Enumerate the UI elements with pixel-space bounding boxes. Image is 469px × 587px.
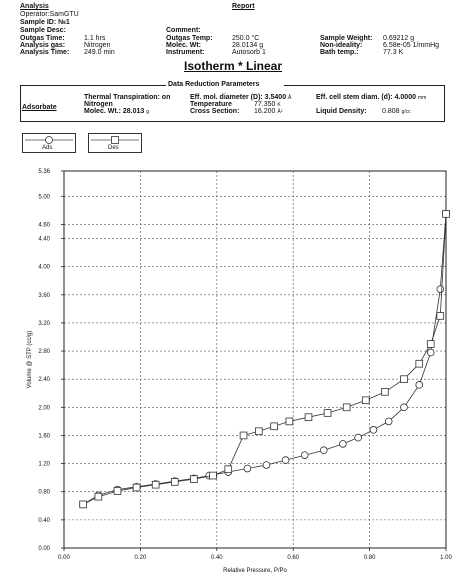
params-molec-wt-value: Molec. Wt.: 28.013 [84, 108, 145, 115]
x-tick-label: 0.80 [363, 555, 376, 561]
ads-point [370, 426, 377, 433]
ads-point [263, 462, 270, 469]
des-point [305, 414, 312, 421]
liquid-density-unit: g/cc [401, 109, 411, 115]
des-point [240, 432, 247, 439]
molec-wt-label: Molec. Wt: [166, 42, 201, 49]
cross-section-label: Cross Section: [190, 108, 240, 115]
adsorbate-label: Adsorbate [22, 104, 57, 111]
x-tick-label: 0.40 [210, 555, 223, 561]
x-axis-label: Relative Pressure, P/Po [223, 568, 287, 574]
instrument-value: Autosorb 1 [232, 49, 266, 56]
y-tick-label: 2.80 [38, 349, 50, 356]
y-axis-label: Volume @ STP (cc/g) [27, 330, 33, 389]
y-tick-label: 3.60 [38, 292, 50, 299]
des-point [401, 376, 408, 383]
ads-point [320, 447, 327, 454]
x-tick-label: 0.20 [134, 555, 147, 561]
outgas-time-label: Outgas Time: [20, 35, 65, 42]
des-point [324, 410, 331, 417]
ads-point [244, 465, 251, 472]
des-point [255, 428, 262, 435]
instrument-label: Instrument: [166, 49, 205, 56]
outgas-temp-value: 250.0 °C [232, 35, 260, 42]
y-tick-label: 0.80 [38, 489, 50, 496]
des-point [80, 501, 87, 508]
params-molec-wt-unit: g [146, 109, 150, 115]
des-point [152, 481, 159, 488]
chart-series [80, 211, 450, 508]
temperature-value: 77.350 [254, 101, 276, 108]
sample-id-text: Sample ID: №1 [20, 19, 70, 26]
des-point [286, 418, 293, 425]
non-ideality-value: 6.58e-05 1/mmHg [383, 42, 440, 49]
des-point [381, 388, 388, 395]
ads-point [416, 381, 423, 388]
sample-weight-label: Sample Weight: [320, 35, 373, 42]
x-tick-label: 0.00 [58, 555, 70, 561]
y-tick-label: 5.00 [38, 194, 50, 201]
des-point [362, 397, 369, 404]
sample-desc-label: Sample Desc: [20, 27, 66, 34]
analysis-time-value: 249.0 min [84, 49, 115, 56]
ads-line [83, 214, 446, 505]
temperature-unit: K [277, 102, 281, 108]
eff-mol-diameter-value: Eff. mol. diameter (D): 3.5400 [190, 94, 287, 101]
outgas-temp-label: Outgas Temp: [166, 35, 213, 42]
y-tick-label: 4.60 [38, 222, 50, 229]
des-point [427, 341, 434, 348]
des-point [114, 488, 121, 495]
gas-text: Nitrogen [84, 101, 113, 108]
x-tick-label: 0.60 [287, 555, 300, 561]
des-point [210, 472, 217, 479]
operator-text: Operator:SamGTU [20, 11, 79, 18]
des-point [443, 211, 450, 218]
legend-des-label: Des [108, 145, 119, 151]
x-tick-label: 1.00 [440, 555, 452, 561]
y-tick-label: 2.00 [38, 405, 50, 412]
analysis-time-label: Analysis Time: [20, 49, 70, 56]
des-point [416, 360, 423, 367]
eff-cell-stem-unit: mm [417, 95, 427, 101]
sample-weight-value: 0.69212 g [383, 35, 415, 42]
y-tick-label: 4.40 [38, 236, 50, 243]
liquid-density-label: Liquid Density: [316, 108, 367, 115]
des-point [190, 476, 197, 483]
y-axis-ticks [38, 169, 64, 552]
chart-grid [64, 171, 446, 548]
analysis-section-title: Analysis [20, 3, 49, 10]
y-tick-label: 0.40 [38, 517, 50, 524]
outgas-time-value: 1.1 hrs [84, 35, 106, 42]
y-tick-label: 0.00 [38, 546, 50, 552]
des-line [83, 214, 446, 505]
y-tick-label: 1.60 [38, 433, 50, 440]
bath-temp-label: Bath temp.: [320, 49, 359, 56]
ads-point [355, 434, 362, 441]
ads-point [301, 452, 308, 459]
bath-temp-value: 77.3 K [383, 49, 404, 56]
ads-point [339, 441, 346, 448]
analysis-gas-label: Analysis gas: [20, 42, 66, 49]
analysis-gas-value: Nitrogen [84, 42, 111, 49]
series-ads [80, 211, 450, 508]
isotherm-title: Isotherm * Linear [184, 59, 283, 73]
ads-point [401, 404, 408, 411]
y-tick-label: 5.36 [38, 169, 50, 175]
temperature-label: Temperature [190, 101, 232, 108]
des-point [271, 423, 278, 430]
des-point [343, 404, 350, 411]
y-tick-label: 2.40 [38, 377, 50, 384]
liquid-density-value: 0.808 [382, 108, 400, 115]
des-point [437, 312, 444, 319]
report-section-title: Report [232, 3, 255, 10]
ads-point [437, 286, 444, 293]
y-tick-label: 3.20 [38, 320, 50, 327]
des-point [171, 478, 178, 485]
x-axis-ticks [58, 548, 452, 561]
y-tick-label: 4.00 [38, 264, 50, 271]
legend-ads-label: Ads [42, 145, 53, 151]
comment-label: Comment: [166, 27, 201, 34]
des-point [133, 484, 140, 491]
ads-point [282, 457, 289, 464]
eff-cell-stem-value: Eff. cell stem diam. (d): 4.0000 [316, 94, 416, 101]
ads-point [427, 349, 434, 356]
non-ideality-label: Non-ideality: [320, 42, 363, 49]
ads-point [385, 418, 392, 425]
cross-section-unit: Å² [277, 109, 283, 115]
eff-mol-diameter-unit: Å [288, 95, 292, 101]
y-tick-label: 1.20 [38, 461, 50, 468]
molec-wt-value: 28.0134 g [232, 42, 264, 49]
thermal-transpiration-text: Thermal Transpiration: on [84, 94, 171, 101]
params-title: Data Reduction Parameters [168, 81, 260, 88]
des-point [225, 466, 232, 473]
cross-section-value: 16.200 [254, 108, 276, 115]
des-point [95, 493, 102, 500]
